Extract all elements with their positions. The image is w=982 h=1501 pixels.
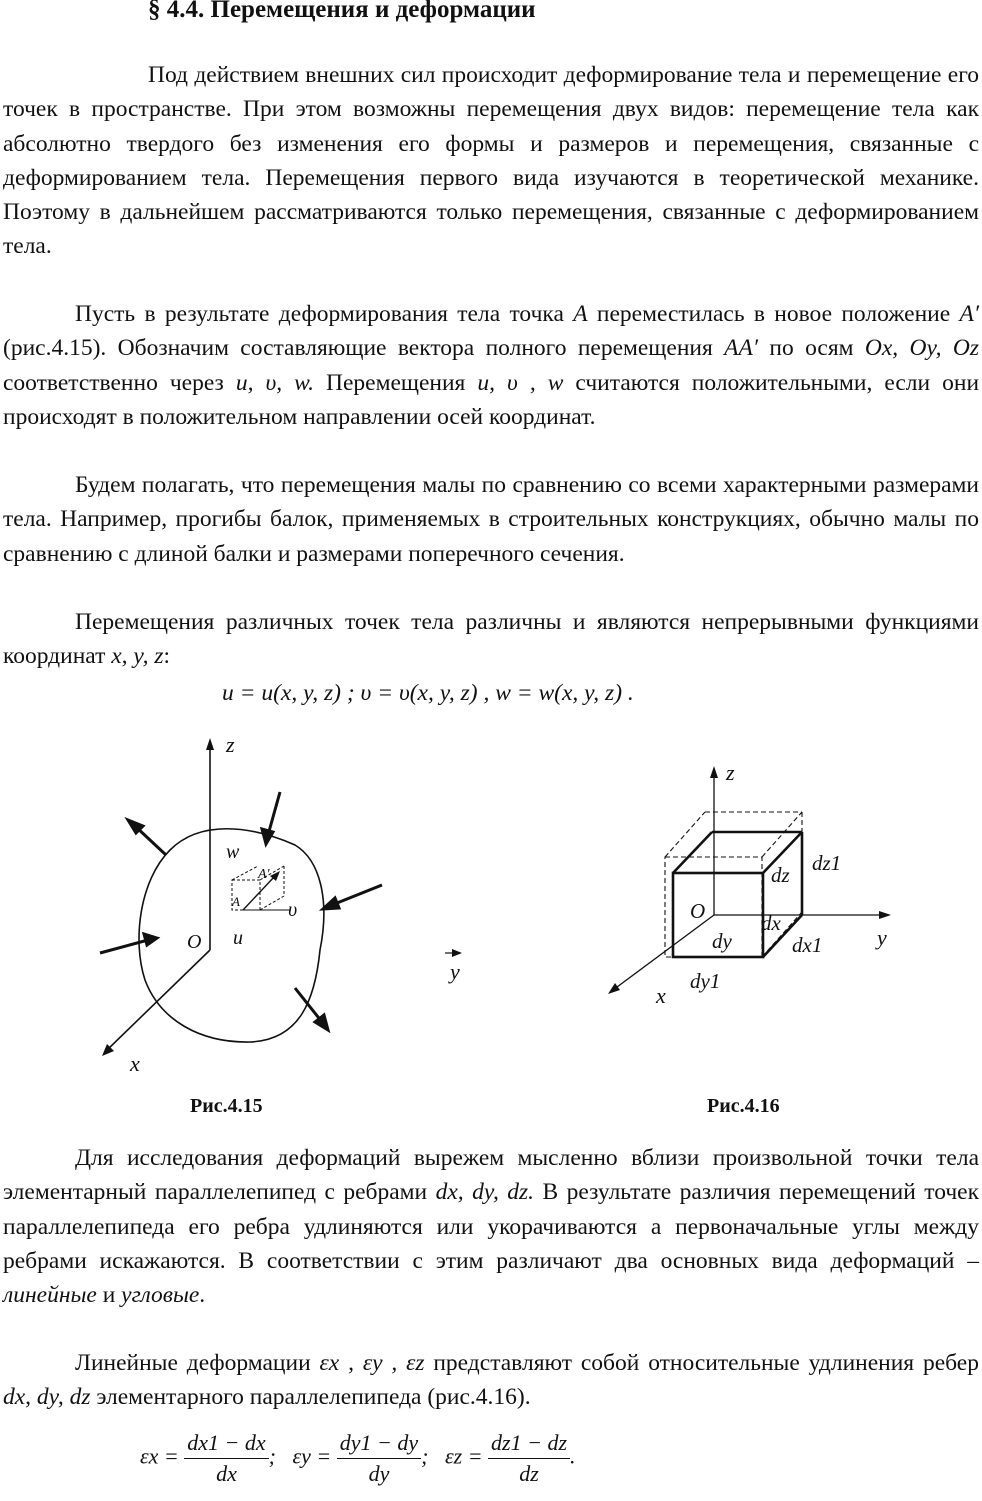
figure-4-15-y-axis xyxy=(435,940,475,985)
fig1-label-A: A xyxy=(232,894,240,909)
figure-4-15 xyxy=(90,730,410,1080)
caption-fig-4-16: Рис.4.16 xyxy=(707,1095,780,1117)
fig1-label-u: u xyxy=(233,927,243,949)
fig1-label-v: υ xyxy=(288,899,298,921)
fig2-label-dx1: dx1 xyxy=(792,933,823,957)
eps-z-lhs: εz = xyxy=(444,1443,483,1469)
fig2-label-O: O xyxy=(690,899,706,923)
paragraph-point-displacement: Пусть в результате деформирования тела точка A переместилась в новое положение A′ (рис.4.15). Обозначим составляющие вектора полного перемещения AA′ по осям Ox, Oy, Oz соответственно через u, υ, w. Перемещения u, υ , w считаются положительными, если они происходят в положительном направлении осей координат. xyxy=(3,301,980,430)
eps-x-fraction: $\frac{dx1 - dx}{dx}$ xyxy=(184,1428,268,1489)
eps-y-lhs: εy = xyxy=(292,1443,332,1469)
paragraph-continuous-functions: Перемещения различных точек тела различны и являются непрерывными функциями координат x, y, z: xyxy=(3,609,979,670)
fig1-label-y: y xyxy=(450,959,460,984)
fig2-label-y: y xyxy=(877,925,887,950)
fig2-label-dy1: dy1 xyxy=(690,969,721,993)
fig1-label-x: x xyxy=(130,1051,140,1076)
fig2-label-dz1: dz1 xyxy=(812,851,842,875)
paragraph-small-displacements: Будем полагать, что перемещения малы по сравнению со всеми характерными размерами тела. Например, прогибы балок, применяемых в строительных конструкциях, обычно малы по сравнению с длиной балки и размерами поперечного сечения. xyxy=(3,472,979,567)
eps-z-fraction: $\frac{dz1 - dz}{dz}$ xyxy=(488,1428,570,1489)
fig1-label-A1: A′ xyxy=(258,867,270,882)
eps-y-fraction: $\frac{dy1 - dy}{dy}$ xyxy=(337,1428,421,1489)
formula-displacements: u = u(x, y, z) ; υ = υ(x, y, z) , w = w(x, y, z) . xyxy=(222,680,634,706)
fig2-label-dy: dy xyxy=(712,929,732,953)
figure-4-16 xyxy=(600,755,900,1010)
paragraph-intro: Под действием внешних сил происходит деформирование тела и перемещение его точек в пространстве. При этом возможны перемещения двух видов: перемещение тела как абсолютно твердого без изменения его формы и размеров и перемещения, связанные с деформированием тела. Перемещения первого вида изучаются в теоретической механике. Поэтому в дальнейшем рассматриваются только перемещения, связанные с деформированием тела. xyxy=(3,62,979,260)
paragraph-linear-strains: Линейные деформации εx , εy , εz представляют собой относительные удлинения ребер dx, dy, dz элементарного параллелепипеда (рис.4.16). xyxy=(3,1350,979,1411)
formula-linear-strains: εx = $\frac{dx1 - dx}{dx}$ ; εy = $\frac{dy1 - dy}{dy}$ ; εz = $\frac{dz1 - dz}{dz}$ . xyxy=(140,1428,576,1489)
fig2-label-dz: dz xyxy=(771,863,790,887)
caption-fig-4-15: Рис.4.15 xyxy=(190,1095,263,1117)
fig1-label-w: w xyxy=(226,841,240,863)
fig1-label-z: z xyxy=(226,732,235,757)
paragraph-element-cut: Для исследования деформаций вырежем мысленно вблизи произвольной точки тела элементарный параллелепипед с ребрами dx, dy, dz. В результате различия перемещений точек параллелепипеда его ребра удлиняются или укорачиваются а первоначальные углы между ребрами искажаются. В соответствии с этим различают два основных вида деформаций – линейные и угловые. xyxy=(3,1145,980,1309)
section-title: § 4.4. Перемещения и деформации xyxy=(148,0,536,23)
fig2-label-z: z xyxy=(726,760,735,785)
fig1-label-O: O xyxy=(187,931,202,953)
fig2-label-x: x xyxy=(656,983,666,1008)
fig2-label-dx: dx xyxy=(761,911,781,935)
eps-x-lhs: εx = xyxy=(140,1443,179,1469)
